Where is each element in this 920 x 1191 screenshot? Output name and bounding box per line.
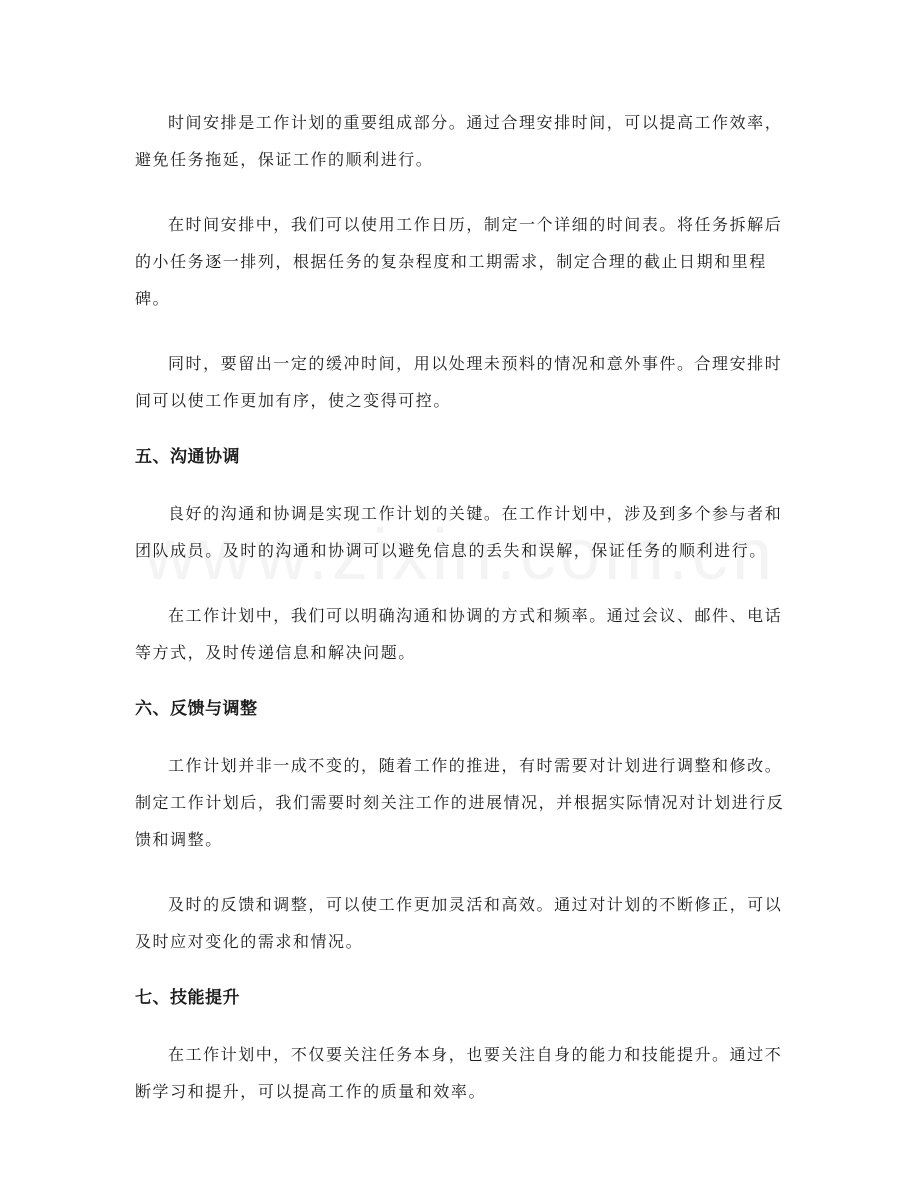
paragraph-feedback-adjust: 工作计划并非一成不变的，随着工作的推进，有时需要对计划进行调整和修改。制定工作计划后，我们需要时刻关注工作的进展情况，并根据实际情况对计划进行反馈和调整。 [135, 756, 785, 849]
paragraph-communication-methods: 在工作计划中，我们可以明确沟通和协调的方式和频率。通过会议、邮件、电话等方式，及时传递信息和解决问题。 [135, 606, 783, 662]
paragraph-skills-improve: 在工作计划中，不仅要关注任务本身，也要关注自身的能力和技能提升。通过不断学习和提升，可以提高工作的质量和效率。 [135, 1045, 783, 1101]
document-body [135, 104, 785, 1138]
paragraph-time-calendar: 在时间安排中，我们可以使用工作日历，制定一个详细的时间表。将任务拆解后的小任务逐一排列，根据任务的复杂程度和工期需求，制定合理的截止日期和里程碑。 [135, 215, 783, 308]
paragraph-communication-key: 良好的沟通和协调是实现工作计划的关键。在工作计划中，涉及到多个参与者和团队成员。及时的沟通和协调可以避免信息的丢失和误解，保证任务的顺利进行。 [135, 504, 783, 560]
paragraph-time-buffer: 同时，要留出一定的缓冲时间，用以处理未预料的情况和意外事件。合理安排时间可以使工作更加有序，使之变得可控。 [135, 354, 783, 410]
paragraph-time-importance: 时间安排是工作计划的重要组成部分。通过合理安排时间，可以提高工作效率，避免任务拖延，保证工作的顺利进行。 [135, 113, 783, 169]
paragraph-feedback-timely: 及时的反馈和调整，可以使工作更加灵活和高效。通过对计划的不断修正，可以及时应对变化的需求和情况。 [135, 895, 783, 951]
section-heading-skills: 七、技能提升 [135, 988, 240, 1008]
section-heading-communication: 五、沟通协调 [135, 447, 240, 467]
section-heading-feedback: 六、反馈与调整 [135, 699, 258, 719]
